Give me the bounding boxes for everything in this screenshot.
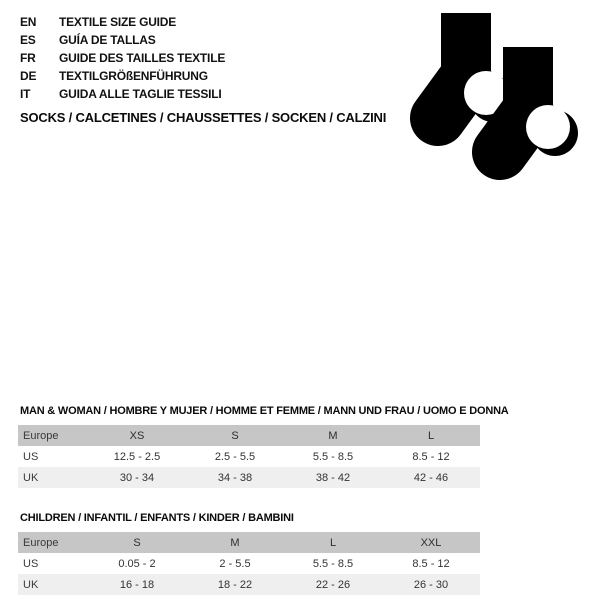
- table-row-uk: [18, 467, 480, 488]
- size-cell: 8.5 - 12: [412, 557, 450, 570]
- sock-right: [500, 47, 578, 156]
- column-header: Europe: [23, 429, 59, 442]
- language-row-en: [20, 13, 225, 31]
- size-table-adults: [18, 425, 480, 488]
- size-table-children: [18, 532, 480, 595]
- language-label: GUIDA ALLE TAGLIE TESSILI: [59, 87, 222, 101]
- size-cell: 42 - 46: [413, 471, 449, 484]
- language-code: FR: [20, 51, 36, 65]
- size-table-section-adults: [18, 405, 509, 488]
- language-code: EN: [20, 15, 37, 29]
- size-cell: 0.05 - 2: [118, 557, 156, 570]
- size-cell: 26 - 30: [413, 578, 449, 591]
- category-title: SOCKS / CALCETINES / CHAUSSETTES / SOCKEN / CALZINI: [20, 110, 387, 125]
- column-header: L: [427, 429, 435, 442]
- language-label: TEXTILGRÖßENFÜHRUNG: [59, 69, 208, 83]
- column-header: S: [133, 536, 141, 549]
- size-cell: 16 - 18: [119, 578, 155, 591]
- column-header: XS: [129, 429, 145, 442]
- size-cell: 5.5 - 8.5: [312, 557, 354, 570]
- size-cell: 22 - 26: [315, 578, 351, 591]
- table-title-adults: MAN & WOMAN / HOMBRE Y MUJER / HOMME ET FEMME / MANN UND FRAU / UOMO E DONNA: [20, 405, 509, 417]
- language-label: GUIDE DES TAILLES TEXTILE: [59, 51, 226, 65]
- size-cell: 12.5 - 2.5: [113, 450, 161, 463]
- language-label: GUÍA DE TALLAS: [59, 33, 156, 47]
- column-header: Europe: [23, 536, 59, 549]
- table-title-children: CHILDREN / INFANTIL / ENFANTS / KINDER / BAMBINI: [20, 512, 294, 524]
- table-header-row: [18, 425, 480, 446]
- language-row-fr: [20, 49, 225, 67]
- table-row-uk: [18, 574, 480, 595]
- size-table-section-children: [18, 512, 480, 595]
- size-cell: 8.5 - 12: [412, 450, 450, 463]
- column-header: S: [231, 429, 239, 442]
- column-header: L: [329, 536, 337, 549]
- column-header: M: [328, 429, 338, 442]
- size-cell: 2 - 5.5: [219, 557, 251, 570]
- language-list: [20, 13, 225, 103]
- row-label: UK: [23, 471, 39, 484]
- language-label: TEXTILE SIZE GUIDE: [59, 15, 177, 29]
- language-code: IT: [20, 87, 31, 101]
- size-cell: 38 - 42: [315, 471, 351, 484]
- size-cell: 5.5 - 8.5: [312, 450, 354, 463]
- sock-heel-cutout: [526, 105, 570, 149]
- language-row-es: [20, 31, 225, 49]
- table-row-us: [18, 446, 480, 467]
- size-cell: 30 - 34: [119, 471, 155, 484]
- language-code: ES: [20, 33, 36, 47]
- table-header-row: [18, 532, 480, 553]
- table-row-us: [18, 553, 480, 574]
- socks-icon: [408, 13, 580, 183]
- column-header: M: [230, 536, 240, 549]
- size-cell: 2.5 - 5.5: [214, 450, 256, 463]
- language-code: DE: [20, 69, 37, 83]
- size-cell: 18 - 22: [217, 578, 253, 591]
- socks-icon-svg: [408, 13, 580, 183]
- row-label: US: [23, 557, 39, 570]
- row-label: US: [23, 450, 39, 463]
- language-row-it: [20, 85, 225, 103]
- language-row-de: [20, 67, 225, 85]
- column-header: XXL: [420, 536, 442, 549]
- size-cell: 34 - 38: [217, 471, 253, 484]
- row-label: UK: [23, 578, 39, 591]
